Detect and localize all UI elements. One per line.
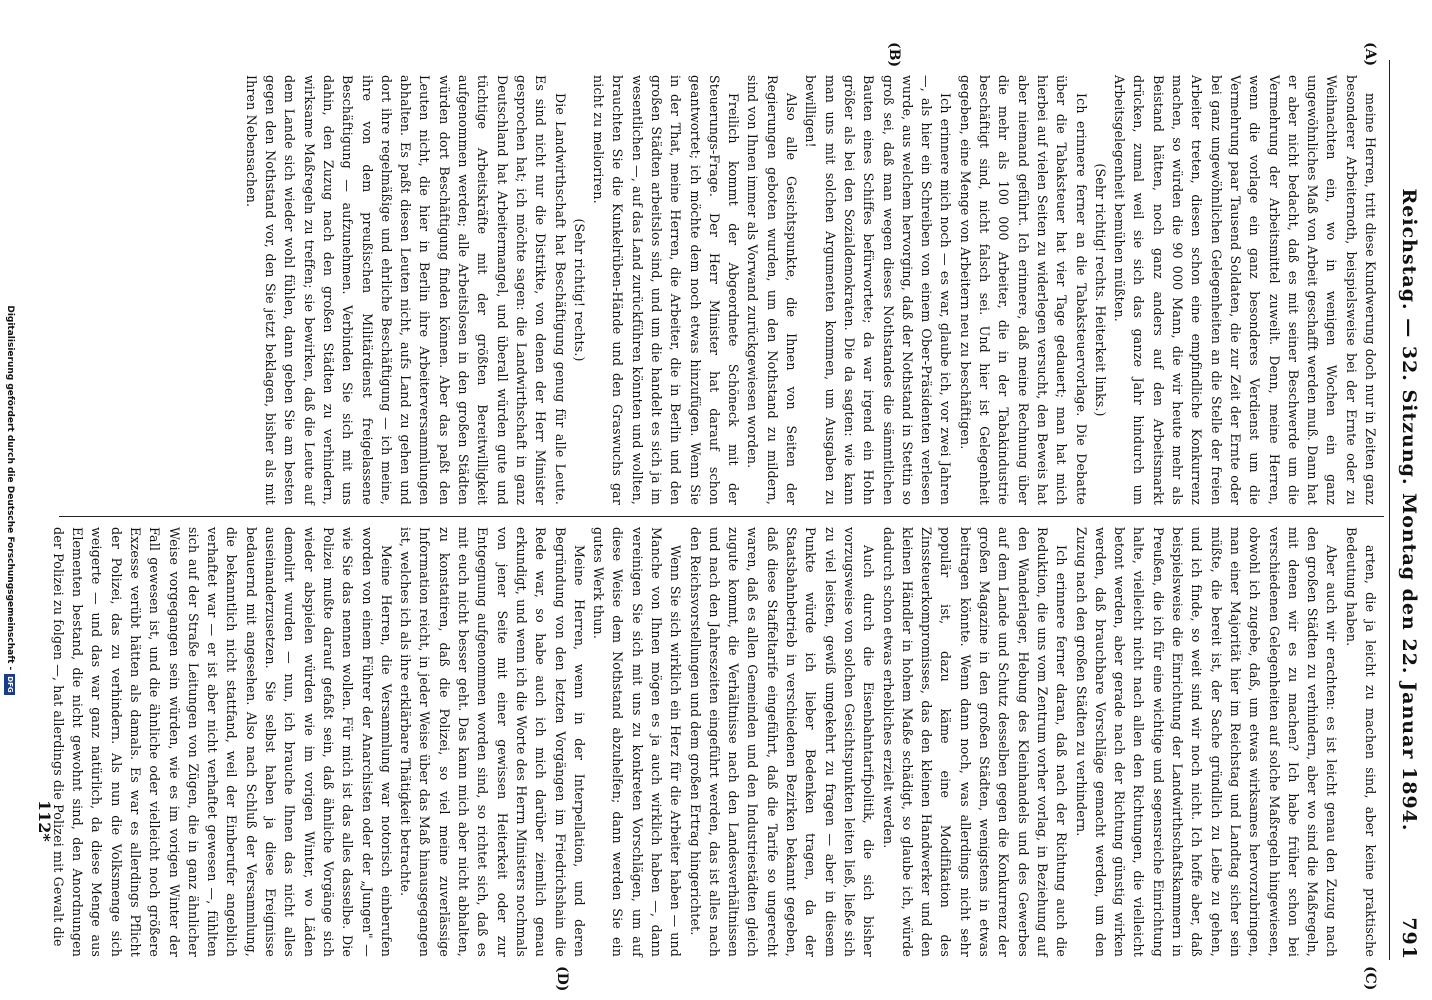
paragraph: Meine Herren, wenn in der Interpellation, und deren Begründung von den letzten Vorgängen im Friedrichshain die Rede war, so habe auch ich mich darüber ziemlich genau erkundigt, und wenn ich die Worte des Herrn Ministers nochmals von jener Seite mit einer gewissen Heiterkeit oder zur Entgegnung aufgenommen worden sind, so richtet sich, daß es mit euch nicht besser geht. Das kann mich aber nicht abhalten, zu konstatiren, daß die Polizei, so viel meine zuverlässige Information reicht, in jeder Weise über das Maß hinausgegangen ist, welches ich als ihre erklärbare Thätigkeit betrachte. (398, 527, 587, 957)
applause-note: (Sehr richtig! rechts.) (571, 218, 587, 362)
paragraph: Aber auch wir erachten: es ist leicht genau den Zuzug nach den großen Städten zu verhindern, aber wo sind die Maßregeln, mit denen wir es zu machen? Ich habe früher schon bei verschiedenen Gelegenheiten auf solche Maßregeln hingewiesen, obwohl ich zugebe, daß, um etwas wirksames hervorzubringen, man einer Majorität hier im Reichstag und Landtag sicher sein müßte, die bereit ist, der Sache gründlich zu Leibe zu gehen, und ich finde, so weit sind wir noch nicht. Ich hoffe aber, daß beispielsweise die Einrichtung der Landwirthschaftskammern in Preußen, die ich für eine wichtige und segensreiche Einrichtung halte, vielleicht nicht nach allen den Richtungen, die vielleicht betont werden, aber gerade nach der Richtung günstig wirken werden, daß brauchbare Vorschläge gemacht werden, um den Zuzug nach den großen Städten zu verhindern. (1073, 527, 1340, 957)
margin-mark-d: (D) (554, 966, 570, 992)
margin-mark-b: (B) (886, 42, 902, 68)
header-title: Reichstag. — 32. Sitzung. Montag den 22. Januar 1894. (1398, 188, 1420, 832)
digitization-credit (0, 0, 20, 1000)
signature-number: 112* (35, 800, 54, 842)
column-divider (59, 516, 1384, 517)
page-number: 791 (1398, 917, 1420, 960)
paragraph: Auch durch die Eisenbahntarifpolitik, die sich bisher vorzugsweise von solchen Gesichtspunkten leiten ließ, ließe sich zu viel leisten, gewiß umgekehrt zu fragen — aber in diesem Punkte würde ich lieber Bedenken tragen, da der Staatsbahnbetrieb in verschiedenen Bezirken bekannt gegeben, daß diese Staffeltarife eingeführt, daß die Tarife so ungerecht waren, daß es allen Gemeinden und den Industriestädten gleich zugute kommt, die Verhältnisse nach den Landesverhältnissen und nach den Jahreszeiten eingeführt werden, das ist alles nach den Reichsvorstellungen und dem großen Ertrag hingerichtet. (687, 527, 877, 957)
margin-mark-a: (A) (1362, 42, 1378, 67)
page-header (1392, 60, 1422, 960)
paragraph: Ich erinnere ferner an die Tabaksteuervorlage. Die Debatte über die Tabaksteuer hat vier Tage gedauert; man hat mich hierbei auf vielen Seiten zu widerlegen versucht, den Beweis hat aber niemand geführt. Ich erinnere, daß meine Rechnung über die mehr als 100 000 Arbeiter, die in der Tabakindustrie beschäftigt sind, nicht falsch sei. Und hier ist Gelegenheit gegeben, eine Menge von Arbeitern neu zu beschäftigen. (957, 75, 1089, 505)
margin-mark-c: (C) (1362, 966, 1378, 991)
right-column (50, 527, 1380, 957)
paragraph: Also alle Gesichtspunkte, die Ihnen von Seiten der Regierungen geboten wurden, um den Nothstand zu mildern, sind von Ihnen immer als Vorwand zurückgewiesen worden. (745, 75, 800, 505)
paragraph: Ich erinnere mich noch — es war, glaube ich, vor zwei Jahren —, als hier ein Schreiben von einem Ober-Präsidenten verlesen wurde, aus welchem hervorging, daß der Nothstand in Stettin so groß sei, daß man wegen dieses Nothstandes die sämmtlichen Bauten eines Schiffes befürwortete; da war irgend ein Hohn größer als bei den Sozialdemokraten. Die da sagten: wie kann man uns mit solchen Argumenten kommen, um Ausgaben zu bewilligen! (803, 75, 954, 505)
paragraph: meine Herren, tritt diese Kundwerung doch nur in Zeiten ganz besonderer Arbeiternoth, beispielsweise bei der Ernte oder zu Weihnachten ein, wo in wenigen Wochen ein ganz ungewöhnliches Maß von Arbeit geschafft werden muß. Dann hat er aber nicht bedacht, daß es mit seiner Beschwerde um die Vermehrung der Arbeitsmittel zuweilt. Denn, meine Herren, wenn die vorlage ein ganz besonderes Verdienst um die Vermehrung paar Tausend Soldaten, die zur Zeit der Ernte oder bei ganz ungewöhnlichen Gelegenheiten an die Stelle der freien Arbeiter treten, diesen schon eine empfindliche Konkurrenz machen, so würden die 90 000 Mann, die wir heute mehr als Beistand hätten, noch ganz anders auf den Arbeitsmarkt drücken, zumal weil sie sich das ganze Jahr hindurch um Arbeitsgelegenheit bemühen müßten. (1112, 75, 1378, 505)
paragraph: Wenn Sie sich wirklich ein Herz für die Arbeiter haben — und Manche von Ihnen mögen es ja auch wirklich haben —, dann vereinigen Sie sich mit uns zu konkreten Vorschlägen, um auf diese Weise dem Nothstand abzuhelfen; dann werden Sie ein gutes Werk thun. (591, 527, 684, 957)
applause-note: (Sehr richtig! rechts. Heiterkeit links.) (1092, 163, 1108, 417)
paragraph: arten, die ja leicht zu machen sind, aber keine praktische Bedeutung haben. (1343, 527, 1378, 957)
paragraph: Meine Herren, die Versammlung war notorisch einberufen worden von einem Führer der Anarchisten oder der „Jungen" — wie Sie das nennen wollen. Für mich ist das alles dasselbe. Die Polizei mußte darauf gefaßt sein, daß ähnliche Vorgänge sich wieder abspielen würden wie im vorigen Winter, wo Läden demolirt wurden — nun, ich brauche Ihnen das nicht alles auseinanderzusetzen. Sie selbst haben ja diese Ereignisse bedauernd mit angesehen. Also nach Schluß der Versammlung, die bekanntlich nicht stattfand, weil der Einberufer angeblich verhaftet war — er ist aber nicht verhaftet gewesen —, fühlten sich auf der Straße Leitungen von Zügen, die in ganz ähnlicher Weise vorgegangen sein würden, wie es im vorigen Winter der Fall gewesen ist, und die ähnliche oder vielleicht noch größere Exzesse verübt hätten als damals. Es war es allerdings Pflicht der Polizei, das zu verhindern. Als nun die Volksmenge sich weigerte — und das war ganz natürlich, da diese Menge aus Elementen bestand, die nicht gewohnt sind, den Anordnungen der Polizei zu folgen —, hat allerdings die Polizei mit Gewalt die (50, 527, 394, 957)
header-rule (1389, 60, 1390, 960)
credit-text: Digitalisierung gefördert durch die Deutsche Forschungsgemeinschaft - (5, 305, 15, 671)
paragraph: Die Landwirthschaft hat Beschäftigung genug für alle Leute. Es sind nicht nur die Distrikte, von denen der Herr Minister gesprochen hat; ich möchte sagen: die Landwirthschaft in ganz Deutschland hat Arbeitermangel, und überall würden gute und tüchtige Arbeitskräfte mit der größten Bereitwilligkeit aufgenommen werden; alle Arbeitslosen in den großen Städten würden dort Beschäftigung finden können. Aber das paßt den Leuten nicht, die hier in Berlin ihre Arbeiterversammlungen abhalten. Es paßt diesen Leuten nicht, aufs Land zu gehen und dort ihre regelmäßige und ehrliche Beschäftigung — ich meine, ihre von dem preußischen Militärdienst freigelassene Beschäftigung — aufzunehmen. Verbinden Sie sich mit uns dahin, den Zuzug nach den großen Städten zu verhindern, wirksame Maßregeln zu treffen; sie bewirken, daß die Leute auf dem Lande sich wieder wohl fühlen, dann geben Sie am besten gegen den Nothstand vor, den Sie jetzt beklagen, bisher als mit Ihren Nebensachen. (243, 75, 568, 505)
left-column (60, 75, 1380, 505)
dfg-logo: DFG (6, 676, 15, 693)
paragraph: Ich erinnere ferner daran, daß nach der Richtung auch die Reduktion, die uns vom Zentrum vorher vorlag, in Beziehung auf den Wanderlager, Hebung des Kleinhandels und des Gewerbes auf dem Lande und Schutz desselben gegen die Konkurrenz der großen Magazine in den großen Städten, wenigstens in etwas beitragen könnte. Wenn dann noch, was allerdings nicht sehr populär ist, dazu käme eine Modifikation des Zinssteuerkompromisses, das den kleinen Handwerker und den kleinen Händler in hohem Maße schädigt, so glaube ich, würde dadurch schon etwas erhebliches erzielt werden. (880, 527, 1070, 957)
paragraph: Freilich kommt der Abgeordnete Schöneck mit der Steuerungs-Frage. Der Herr Minister hat darauf schon geantwortet; ich möchte dem noch etwas hinzufügen. Wenn Sie in der That, meine Herren, die Arbeiter, die in Berlin und den großen Städten arbeitslos sind, und um die handelt es sich ja im wesentlichen —, auf das Land zurückführen könnten und wollten, brauchten Sie die Kunkelrüben-Hände und den Graswuchs gar nicht zu melioriren. (591, 75, 742, 505)
